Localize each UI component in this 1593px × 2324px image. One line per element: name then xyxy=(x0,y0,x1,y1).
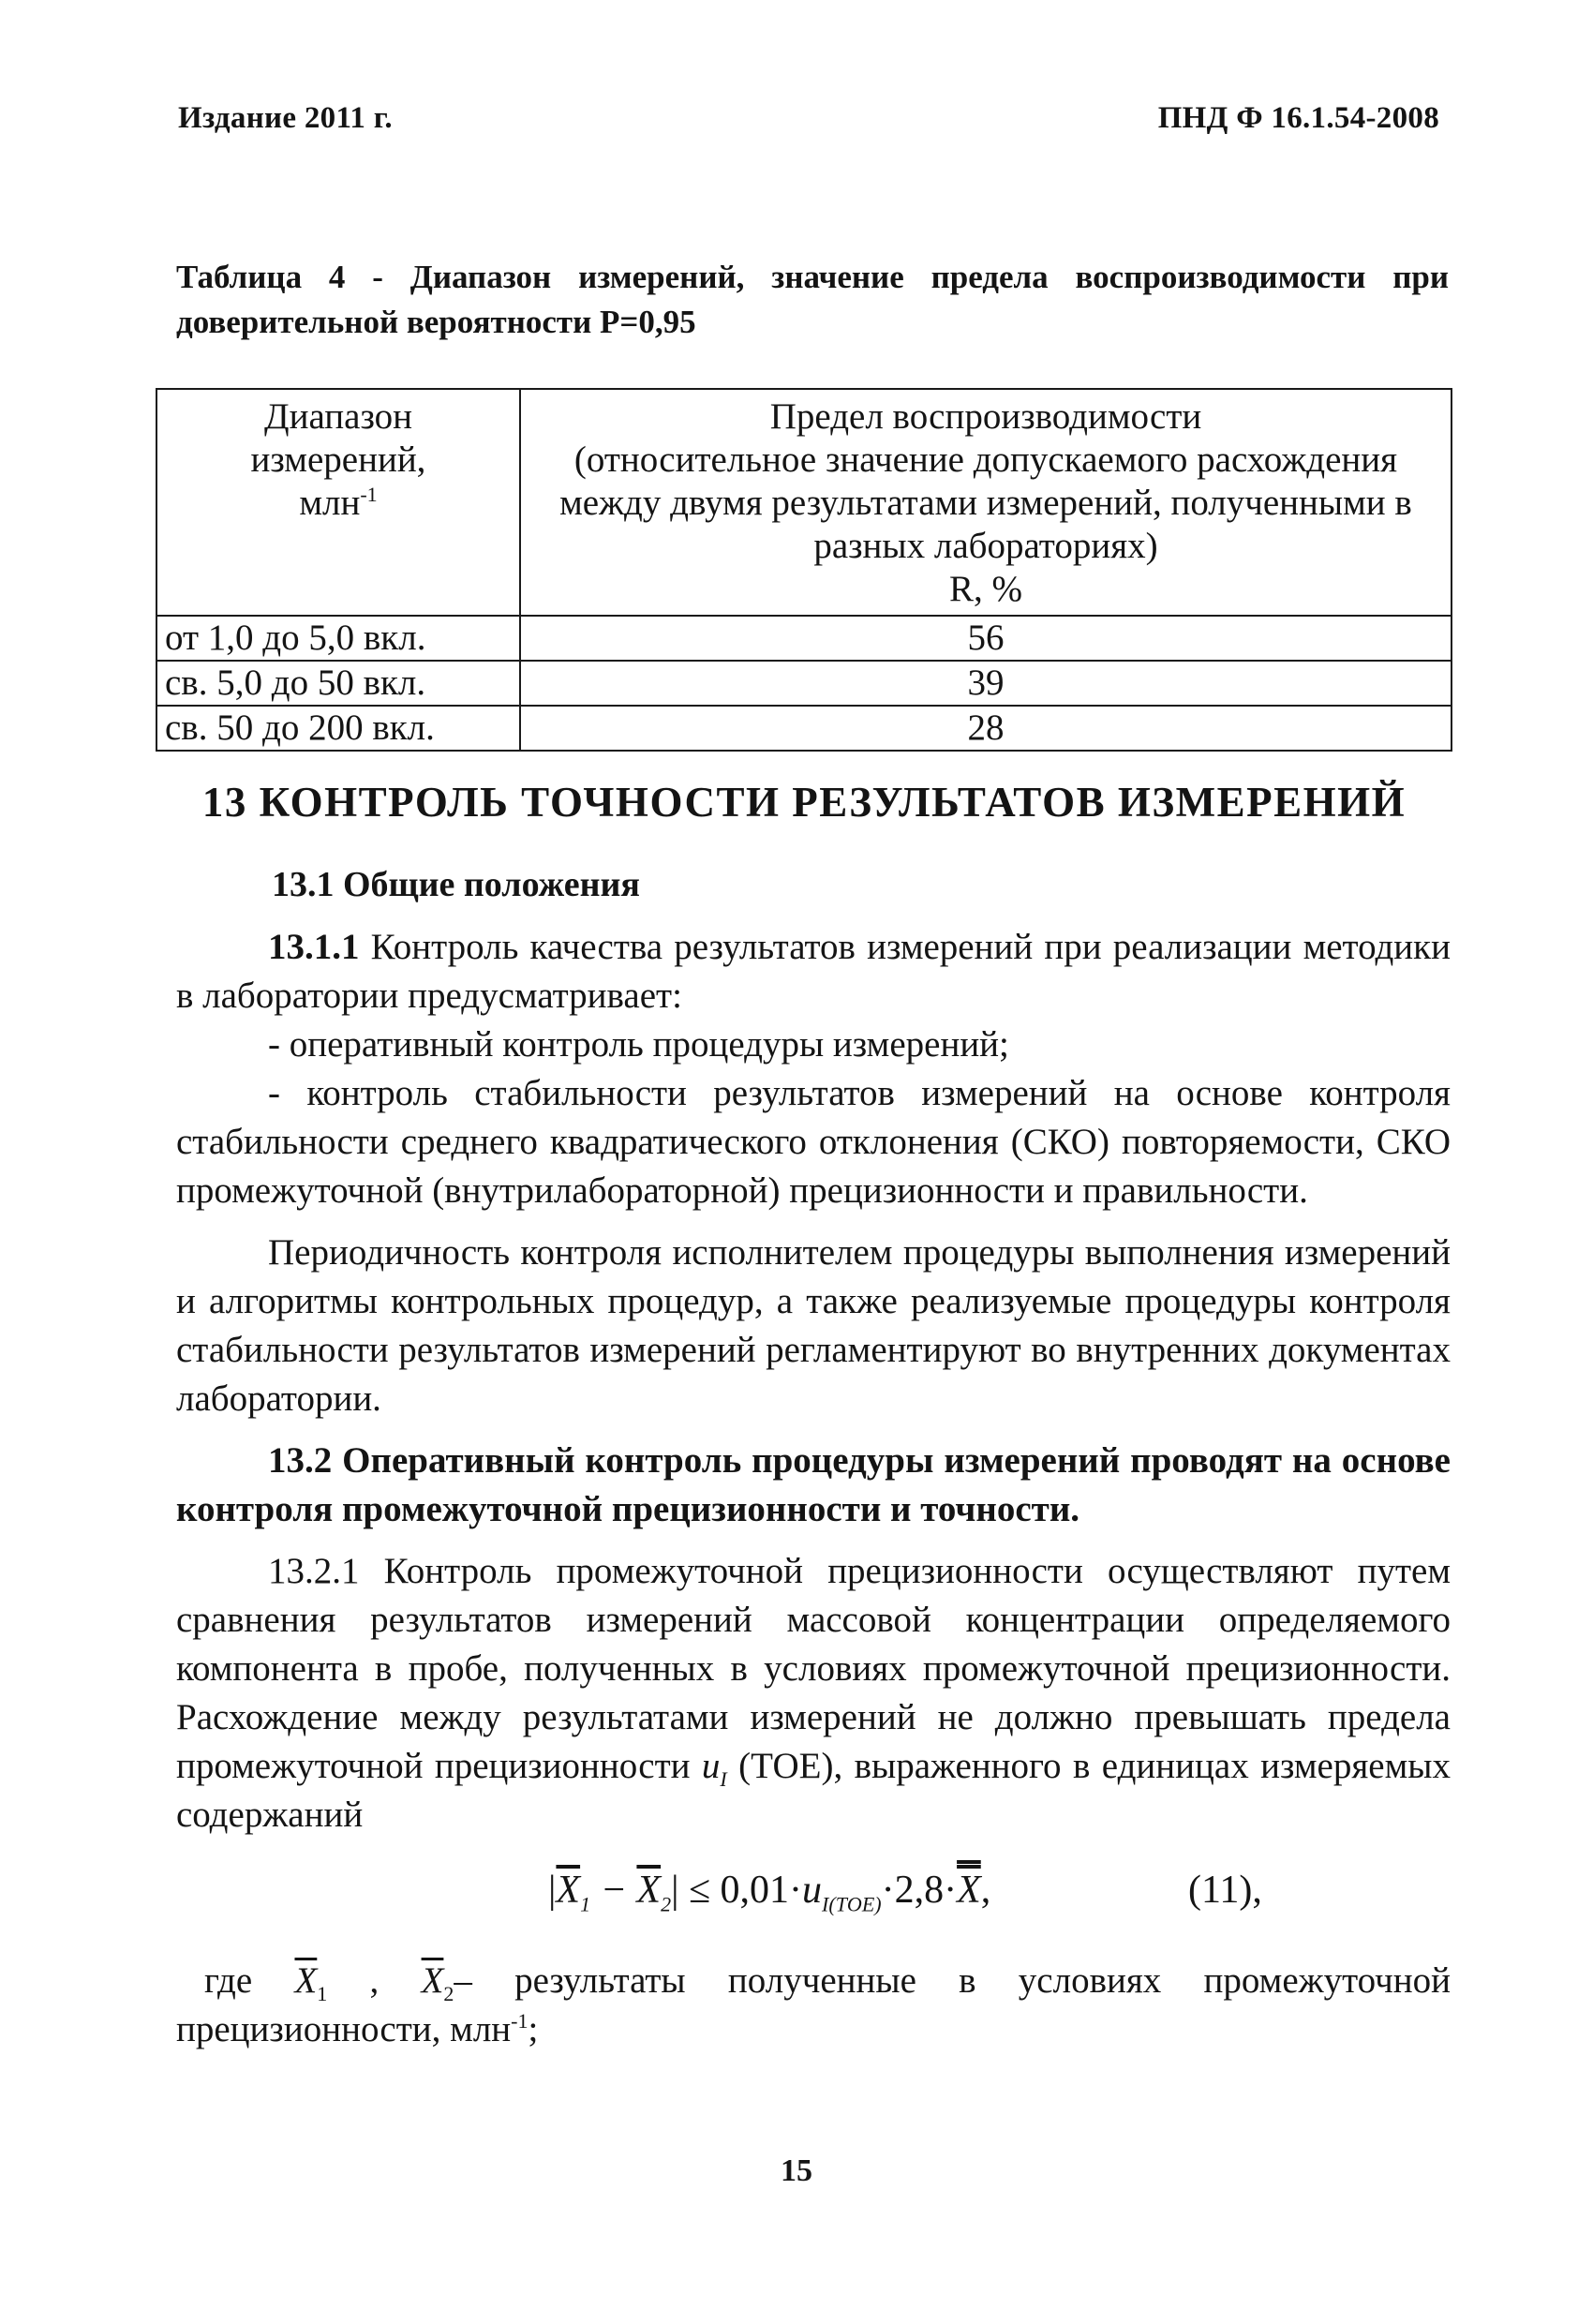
limit-cell: 39 xyxy=(520,661,1452,706)
formula-legend: где $\overline{X}_1$ , $\overline{X}_2-$ результаты полученные в условиях промежуточной прецизионности, млн$^{-1}$; xyxy=(176,1960,1451,2049)
document-code: ПНД Ф 16.1.54-2008 xyxy=(1157,101,1439,135)
table-header-row xyxy=(156,389,1452,616)
range-cell: от 1,0 до 5,0 вкл. xyxy=(156,616,520,661)
range-cell: св. 50 до 200 вкл. xyxy=(156,706,520,751)
formula-expression: $|\overline{X}_1 - \overline{X}_2| \le 0,01\cdot u_{I(ТОЕ)}\cdot 2,8\cdot X$, xyxy=(548,1869,991,1916)
paragraph-13-2-1: 13.2.1 Контроль промежуточной прецизионности осуществляют путем сравнения результатов измерений массовой концентрации определяемого компонента в пробе, полученных в условиях промежуточной прецизионности. Расхождение между результатами измерений не должно превышать предела промежуточной прецизионности $u_I$ (ТОЕ), выраженного в единицах измеряемых содержаний xyxy=(176,1551,1451,1835)
table-caption: Таблица 4 - Диапазон измерений, значение предела воспроизводимости при доверительной вероятности Р=0,95 xyxy=(176,259,1449,340)
paragraph-13-1-1: 13.1.1 Контроль качества результатов измерений при реализации методики в лаборатории предусматривает: xyxy=(176,927,1451,1016)
header-range: Диапазон измерений, млн$^{-1}$ xyxy=(156,389,520,616)
range-cell: св. 5,0 до 50 вкл. xyxy=(156,661,520,706)
list-item: - контроль стабильности результатов измерений на основе контроля стабильности среднего квадратического отклонения (СКО) повторяемости, СКО промежуточной (внутрилабораторной) прецизионности и правильности. xyxy=(176,1073,1451,1211)
table-row xyxy=(156,616,1452,661)
page-number: 15 xyxy=(781,2153,812,2188)
formula-11 xyxy=(0,1860,1593,1935)
list-item: - оперативный контроль процедуры измерений; xyxy=(268,1024,1009,1065)
subsection-heading: 13.1 Общие положения xyxy=(272,865,640,904)
body-text xyxy=(176,923,1451,1840)
reproducibility-table xyxy=(156,388,1452,752)
table-row xyxy=(156,661,1452,706)
limit-cell: 56 xyxy=(520,616,1452,661)
edition-label: Издание 2011 г. xyxy=(178,101,393,135)
table-row xyxy=(156,706,1452,751)
limit-cell: 28 xyxy=(520,706,1452,751)
formula-number: (11), xyxy=(1188,1869,1262,1912)
paragraph-periodicity: Периодичность контроля исполнителем процедуры выполнения измерений и алгоритмы контрольных процедур, а также реализуемые процедуры контроля стабильности результатов измерений регламентируют во внутренних документах лаборатории. xyxy=(176,1232,1451,1419)
paragraph-13-2: 13.2 Оперативный контроль процедуры измерений проводят на основе контроля промежуточной прецизионности и точности. xyxy=(176,1440,1451,1529)
section-heading: 13 КОНТРОЛЬ ТОЧНОСТИ РЕЗУЛЬТАТОВ ИЗМЕРЕНИЙ xyxy=(201,779,1407,826)
header-reproducibility-limit: Предел воспроизводимости (относительное значение допускаемого расхождения между двумя результатами измерений, полученными в разных лабораториях) R, % xyxy=(520,389,1452,616)
